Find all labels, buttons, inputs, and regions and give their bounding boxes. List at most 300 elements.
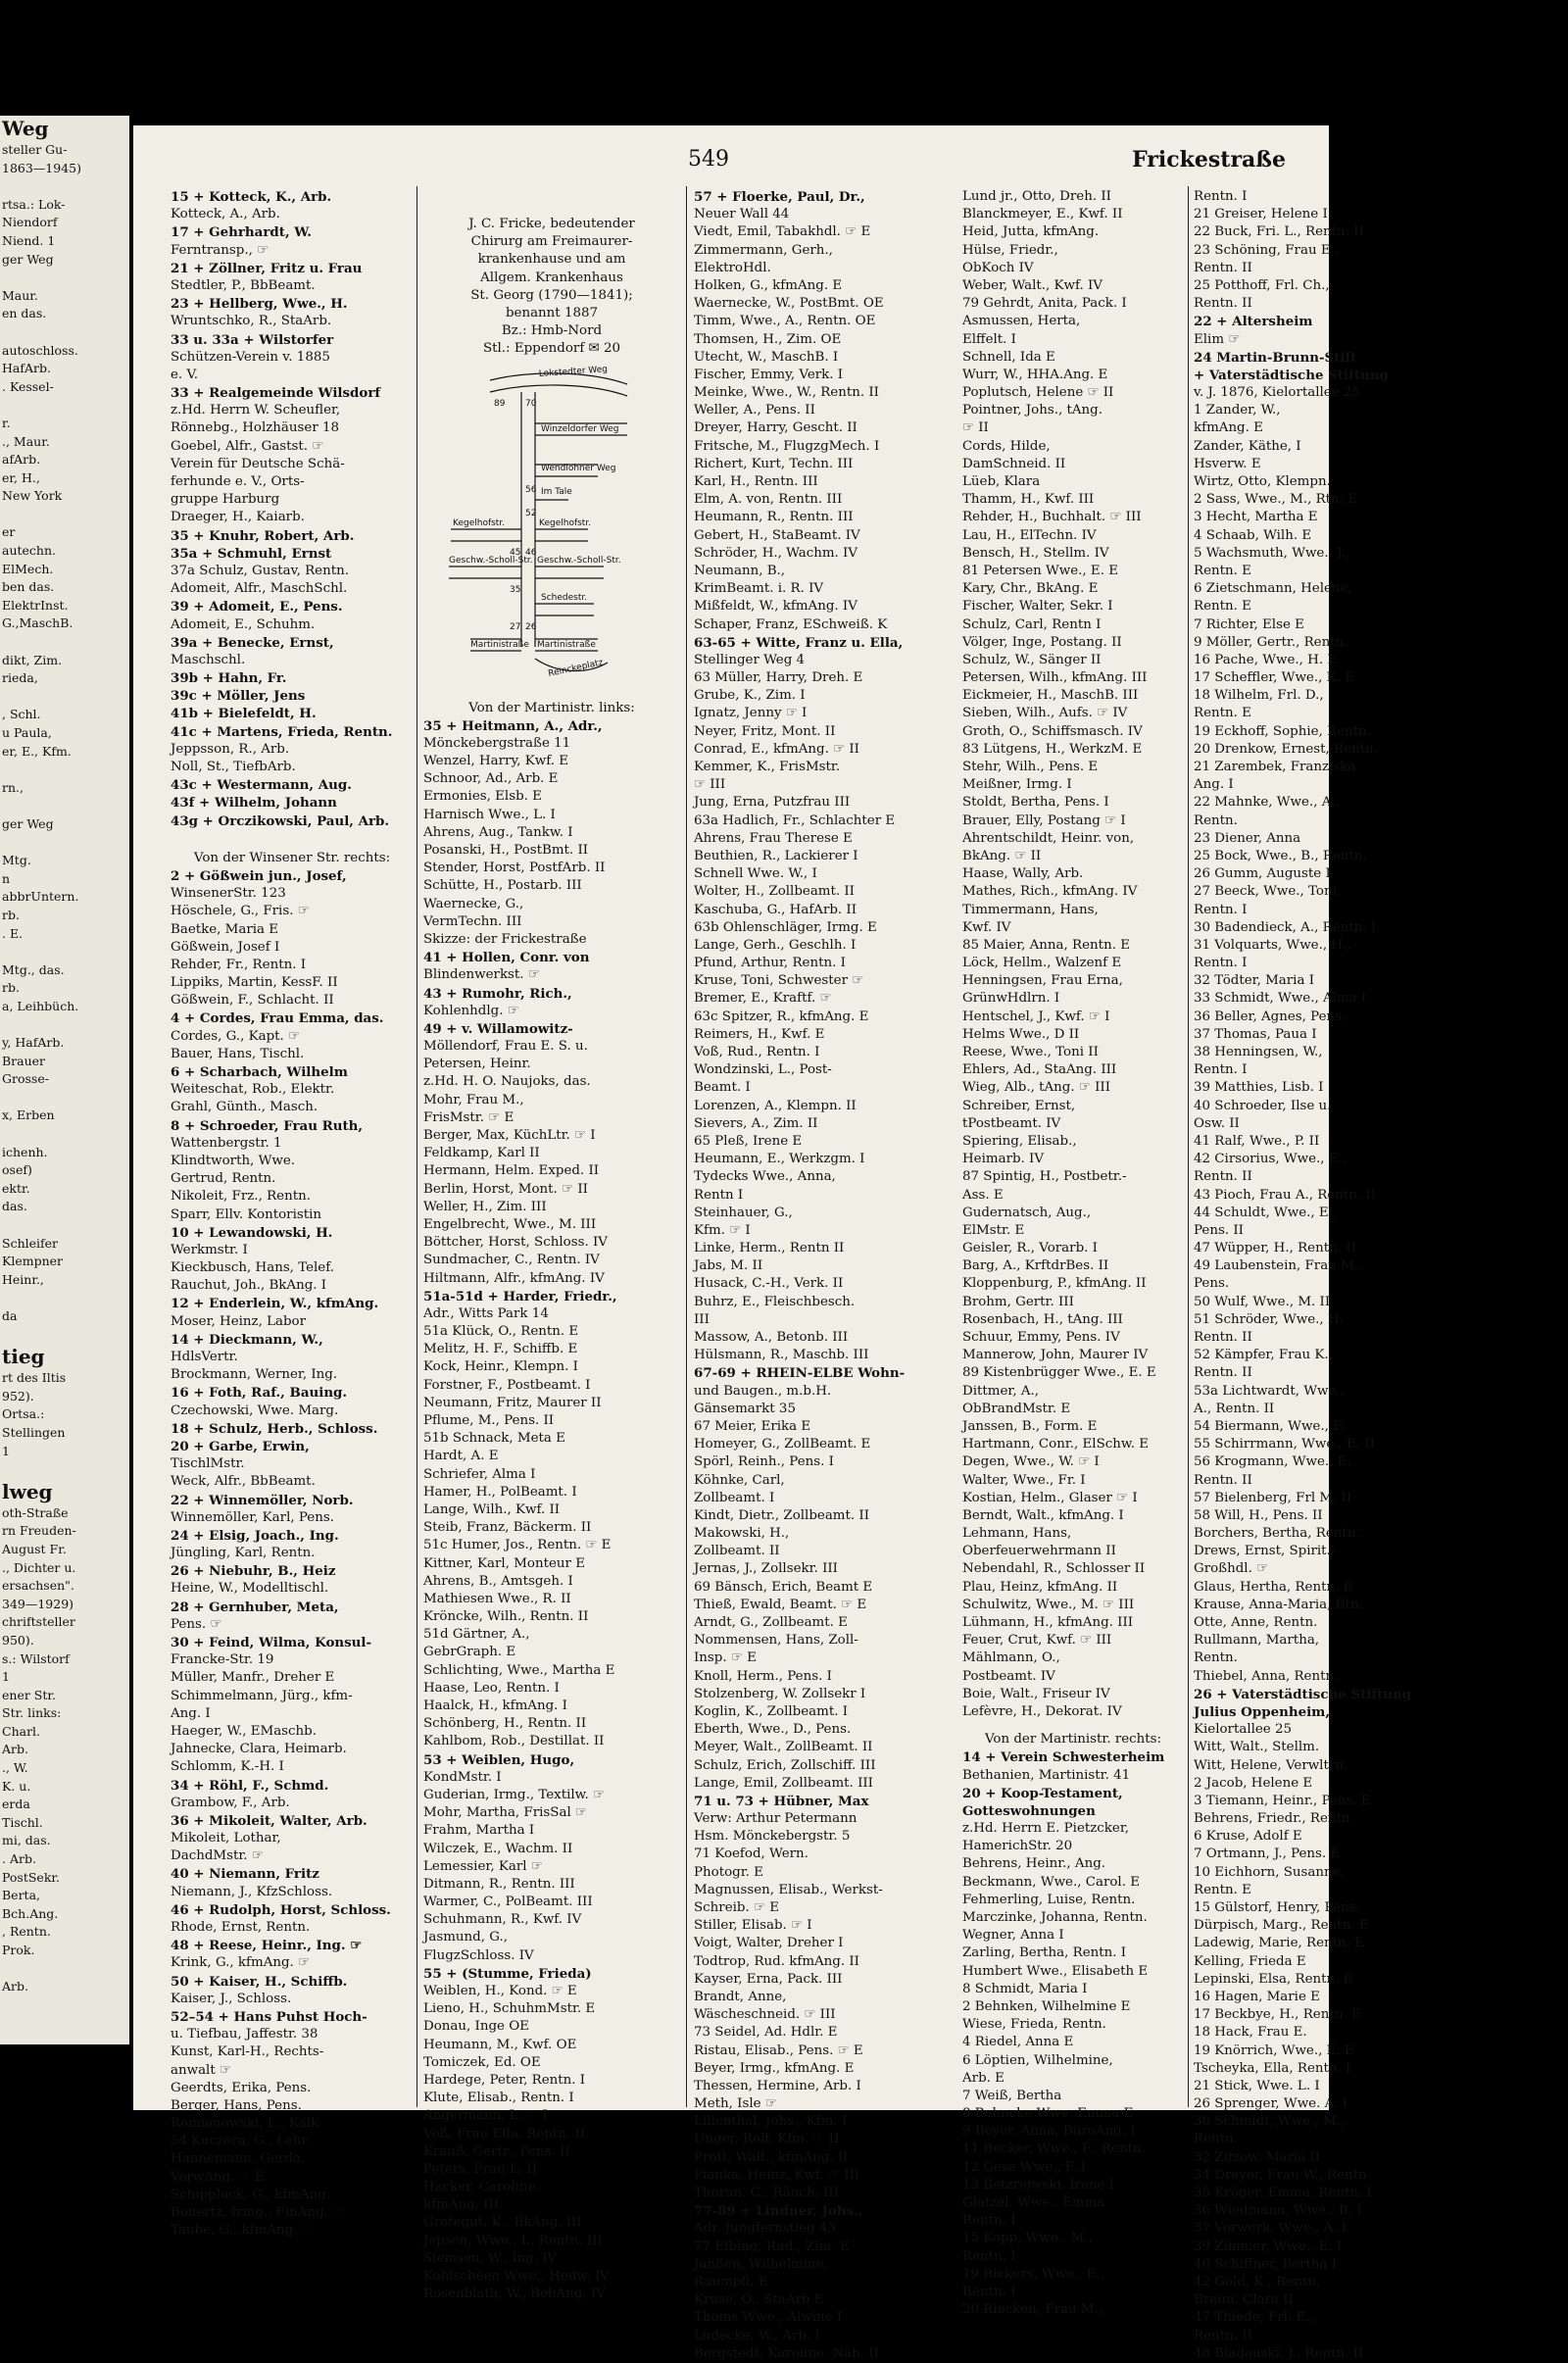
directory-entry: Massow, A., Betonb. III [694, 1330, 849, 1345]
directory-entry: 25 Potthoff, Frl. Ch., [1194, 277, 1330, 293]
directory-entry: Bonertz, Irmg., FinAng. ☞ [171, 2205, 345, 2220]
directory-entry: Jernas, J., Zollsekr. III [694, 1561, 838, 1577]
directory-entry: Zimmermann, Gerh., [694, 242, 833, 258]
left-page-line [0, 1125, 129, 1144]
directory-entry: Verw: Arthur Petermann [694, 1811, 858, 1827]
page-header [133, 147, 1329, 176]
left-page-line: Grosse- [2, 1071, 49, 1087]
directory-entry: Reimers, H., Kwf. E [694, 1026, 825, 1042]
directory-entry: Janßen, Wilhelmine, [694, 2256, 828, 2272]
directory-entry: Brockmann, Werner, Ing. [171, 1367, 338, 1383]
directory-entry: Wäscheschneid. ☞ III [694, 2007, 836, 2023]
directory-entry: 51b Schnack, Meta E [423, 1431, 565, 1447]
directory-entry: 38 Henningsen, W., [1194, 1045, 1323, 1059]
left-page-line: s.: Wilstorf [2, 1650, 70, 1666]
directory-entry: Rentn. I [1194, 189, 1248, 204]
directory-entry: Steib, Franz, Bäckerm. II [423, 1520, 592, 1536]
directory-entry: Rönnebg., Holzhäuser 18 [171, 420, 340, 436]
left-page-line: Mtg. [2, 853, 31, 868]
directory-entry: 67 Meier, Erika E [694, 1418, 811, 1434]
left-page-line: 1 [2, 1443, 10, 1458]
directory-entry: 47 Wüpper, H., Rentn. II [1194, 1241, 1356, 1256]
directory-entry: 50 Wulf, Wwe., M. II [1194, 1294, 1331, 1309]
directory-entry: Voigt, Walter, Dreher I [694, 1936, 844, 1951]
directory-entry: Francke-Str. 19 [171, 1652, 274, 1668]
directory-entry: Postbeamt. IV [962, 1668, 1055, 1684]
left-page-line: G.,MaschB. [2, 615, 74, 631]
directory-entry: Gößwein, Josef I [171, 939, 280, 955]
directory-entry: 26 Gumm, Auguste I [1194, 866, 1331, 882]
directory-entry: 9 Beyer, Anna, BüroAng. I [962, 2124, 1136, 2140]
directory-entry: Blanckmeyer, E., Kwf. II [962, 207, 1123, 222]
directory-entry: Heumann, R., Rentn. III [694, 510, 854, 525]
directory-entry: Pfund, Arthur, Rentn. I [694, 956, 846, 971]
directory-entry: HdlsVertr. [171, 1350, 238, 1364]
left-page-line: . Kessel- [2, 378, 54, 394]
directory-entry: Meinke, Wwe., W., Rentn. II [694, 385, 879, 401]
directory-entry: Berndt, Walt., kfmAng. I [962, 1507, 1124, 1523]
directory-entry: Rentn. I [962, 2284, 1016, 2299]
directory-entry: Boie, Walt., Friseur IV [962, 1686, 1110, 1701]
directory-entry: Zollbeamt. I [694, 1490, 775, 1505]
directory-entry: Asmussen, Herta, [962, 314, 1081, 329]
directory-entry: Henningsen, Frau Erna, [962, 973, 1123, 989]
directory-entry: Todtrop, Rud. kfmAng. II [694, 1953, 859, 1969]
directory-entry: 41 Ralf, Wwe., P. II [1194, 1133, 1320, 1149]
directory-entry: 49 + v. Willamowitz- [423, 1020, 573, 1037]
directory-entry: Weber, Walt., Kwf. IV [962, 277, 1102, 293]
directory-entry: Gotteswohnungen [962, 1802, 1096, 1819]
directory-entry: Schulwitz, Wwe., M. ☞ III [962, 1597, 1135, 1612]
directory-entry: 19 Rickers, Wwe., E., [962, 2266, 1105, 2282]
directory-entry: e. V. [171, 367, 199, 382]
directory-entry: Klindtworth, Wwe. [171, 1153, 295, 1168]
directory-entry: Feldkamp, Karl II [423, 1146, 540, 1161]
left-page-line: . E. [2, 925, 24, 941]
left-page-line: PostSekr. [2, 1869, 60, 1885]
left-page-line: New York [2, 488, 63, 504]
directory-entry: Steinhauer, G., [694, 1205, 793, 1220]
directory-entry: 57 Bielenberg, Frl M. II [1194, 1490, 1352, 1505]
directory-entry: 48 Bladauski, J., Rentn. II [1194, 2345, 1364, 2361]
directory-entry: Rentn. II [1194, 296, 1252, 312]
directory-entry: Stoldt, Bertha, Pens. I [962, 795, 1109, 811]
directory-entry: Schnoor, Ad., Arb. E [423, 771, 559, 787]
directory-entry: Cordes, G., Kapt. ☞ [171, 1028, 301, 1044]
directory-entry: 55 + (Stumme, Frieda) [423, 1965, 592, 1982]
directory-entry: Melitz, H. F., Schiffb. E [423, 1342, 578, 1357]
left-page-line: er, H., [2, 469, 40, 485]
directory-entry: 24 + Elsig, Joach., Ing. [171, 1527, 339, 1544]
directory-entry: Lorenzen, A., Klempn. II [694, 1098, 857, 1113]
directory-entry: Zander, Käthe, I [1194, 438, 1301, 454]
directory-entry: 33 + Realgemeinde Wilsdorf [171, 385, 381, 402]
directory-entry: Ahrens, Frau Therese E [694, 830, 853, 846]
directory-entry: 9 Möller, Gertr., Rentn. [1194, 634, 1348, 650]
directory-entry: Lilienthal, Johs., Kfm. I [694, 2114, 848, 2130]
directory-entry: 39a + Benecke, Ernst, [171, 634, 334, 651]
directory-entry: Taube, G., kfmAng. ☞ [171, 2223, 314, 2239]
directory-entry: 47 Thiede, Frl. E., [1194, 2310, 1314, 2326]
directory-entry: Thamm, H., Kwf. III [962, 492, 1095, 508]
directory-entry: Arndt, G., Zollbeamt. E [694, 1615, 848, 1630]
directory-entry: Grube, K., Zim. I [694, 688, 806, 704]
directory-entry: Petersen, Heinr. [423, 1057, 531, 1072]
directory-entry: BkAng. ☞ II [962, 848, 1042, 863]
directory-entry: Rosenbach, H., tAng. III [962, 1311, 1123, 1327]
directory-entry: Jüngling, Karl, Rentn. [171, 1546, 316, 1561]
directory-entry: 51 Schröder, Wwe., H. [1194, 1311, 1344, 1327]
left-page-line: Niend. 1 [2, 232, 56, 248]
directory-entry: v. J. 1876, Kielortallee 25 [1194, 385, 1360, 401]
directory-entry: 27 Beeck, Wwe., Toni, [1194, 884, 1342, 900]
directory-entry: 21 Greiser, Helene I [1194, 207, 1328, 222]
directory-entry: Koglin, K., Zollbeamt. I [694, 1703, 849, 1719]
left-page-line: rb. [2, 980, 20, 996]
directory-entry: 26 + Niebuhr, B., Heiz [171, 1563, 336, 1580]
left-page-line: ben das. [2, 579, 55, 595]
directory-entry: Ladewig, Marie, Rentn. E [1194, 1936, 1364, 1951]
directory-entry: Poplutsch, Helene ☞ II [962, 385, 1114, 401]
directory-entry: Magnussen, Elisab., Werkst- [694, 1882, 883, 1897]
directory-entry: Böttcher, Horst, Schloss. IV [423, 1235, 608, 1251]
directory-entry: 19 Knörrich, Wwe., E. E [1194, 2043, 1354, 2058]
map-label: Geschw.-Scholl-Str. [449, 555, 533, 566]
left-page-line: Arb. [2, 1742, 28, 1757]
directory-entry: Walter, Wwe., Fr. I [962, 1472, 1086, 1488]
directory-entry: 18 Wilhelm, Frl. D., [1194, 688, 1324, 704]
directory-entry: Schulz, W., Sänger II [962, 652, 1102, 667]
left-page-line: 950). [2, 1632, 34, 1648]
directory-entry: Janssen, B., Form. E [962, 1418, 1098, 1434]
directory-entry: Neuer Wall 44 [694, 207, 790, 222]
directory-entry: 22 Buck, Fri. L., Rentn. II [1194, 224, 1364, 240]
directory-entry: Mannerow, John, Maurer IV [962, 1348, 1149, 1363]
map-label: 27 [510, 621, 521, 632]
directory-entry: Wiese, Frieda, Rentn. [962, 2017, 1106, 2033]
directory-entry: 42 Cirsorius, Wwe., E., [1194, 1152, 1348, 1167]
directory-entry: 26 Sprenger, Wwe. A. I [1194, 2096, 1348, 2112]
directory-entry: 14 + Verein Schwesterheim [962, 1749, 1165, 1766]
directory-entry: Adomeit, Alfr., MaschSchl. [171, 581, 348, 597]
map-label: Reinckeplatz [547, 657, 605, 679]
directory-entry: Schröder, H., Wachm. IV [694, 545, 858, 561]
left-page-line: Prok. [2, 1943, 35, 1957]
directory-entry: Kaiser, J., Schloss. [171, 1991, 292, 2006]
left-page-line: 952). [2, 1388, 34, 1403]
directory-entry: 24 Martin-Brunn-Stift [1194, 349, 1357, 366]
directory-entry: Gertrud, Rentn. [171, 1171, 276, 1187]
left-page-line [0, 797, 129, 815]
directory-entry: Wieg, Alb., tAng. ☞ III [962, 1080, 1111, 1096]
street-description-line: krankenhause und am [477, 252, 626, 268]
directory-entry: Fischer, Emmy, Verk. I [694, 367, 844, 382]
directory-entry: Ahrens, B., Amtsgeh. I [423, 1573, 573, 1589]
directory-entry: Voß, Rud., Rentn. I [694, 1045, 820, 1059]
left-page-line: ger Weg [2, 251, 54, 267]
directory-entry: Siemsen, W., Ing. IV [423, 2250, 558, 2266]
directory-entry: 48 + Reese, Heinr., Ing. ☞ [171, 1938, 363, 1954]
directory-entry: Rentn. II [1194, 1330, 1252, 1345]
street-description-line: St. Georg (1790—1841); [470, 287, 633, 303]
directory-entry: Lehmann, Hans, [962, 1526, 1072, 1542]
directory-entry: 50 + Kaiser, H., Schiffb. [171, 1973, 348, 1990]
directory-entry: Heimarb. IV [962, 1152, 1045, 1167]
directory-entry: Dreyer, Harry, Gescht. II [694, 420, 858, 436]
directory-entry: Gebert, H., StaBeamt. IV [694, 527, 860, 543]
left-page-line [0, 1289, 129, 1307]
directory-entry: Weck, Alfr., BbBeamt. [171, 1474, 316, 1490]
directory-entry: 12 Gese Wwe., F. I [962, 2159, 1086, 2175]
left-page-line [0, 1089, 129, 1108]
directory-entry: Schulz, Erich, Zollschiff. III [694, 1757, 876, 1773]
directory-entry: Köhnke, Carl, [694, 1472, 785, 1488]
directory-entry: Schaper, Franz, ESchweiß. K [694, 616, 888, 632]
directory-entry: Voß, Frau Ella, Rentn. II [423, 2126, 586, 2141]
directory-entry: Kittner, Karl, Monteur E [423, 1555, 585, 1571]
directory-entry: 41 + Hollen, Conr. von [423, 950, 590, 966]
directory-entry: 11 Becker, Wwe., F., Rentn. [962, 2141, 1146, 2157]
directory-entry: 57 + Floerke, Paul, Dr., [694, 189, 865, 205]
left-page-line [0, 1326, 129, 1345]
map-label: 56 [525, 484, 537, 495]
left-page-line: ElektrInst. [2, 597, 69, 613]
directory-entry: Tydecks Wwe., Anna, [694, 1169, 836, 1185]
directory-entry: 7 Weiß, Bertha [962, 2088, 1062, 2103]
directory-entry: Wegner, Anna I [962, 1928, 1064, 1944]
left-page-line: Mtg., das. [2, 961, 65, 977]
left-page-line: ektr. [2, 1180, 30, 1196]
directory-entry: Hsm. Mönckebergstr. 5 [694, 1829, 851, 1845]
directory-entry: Cords, Hilde, [962, 438, 1051, 454]
left-page-line [0, 506, 129, 524]
directory-entry: Nommensen, Hans, Zoll- [694, 1633, 858, 1649]
directory-entry: Rentn. E [1194, 1882, 1251, 1897]
left-page-line: ener Str. [2, 1687, 56, 1702]
directory-entry: 35 Kröger, Emma, Rentn. I [1194, 2186, 1372, 2200]
left-page-line [0, 1960, 129, 1979]
directory-entry: Engelbrecht, Wwe., M. III [423, 1216, 597, 1232]
directory-entry: VermTechn. III [423, 913, 522, 929]
directory-entry: Lange, Emil, Zollbeamt. III [694, 1775, 873, 1791]
left-page-line: afArb. [2, 452, 41, 468]
directory-entry: Forstner, F., Postbeamt. I [423, 1377, 591, 1393]
directory-entry: Rehder, Fr., Rentn. I [171, 957, 306, 972]
left-page-line: osef) [2, 1162, 32, 1178]
left-page-line [0, 688, 129, 707]
directory-entry: Frahm, Martha I [423, 1823, 535, 1839]
directory-entry: Rentn. [1194, 1650, 1238, 1666]
directory-entry: Heumann, E., Werkzgm. I [694, 1152, 865, 1167]
directory-entry: Sundmacher, C., Rentn. IV [423, 1253, 600, 1268]
directory-entry: Rentn. I [962, 2213, 1016, 2229]
directory-entry: ☞ II [962, 420, 989, 436]
directory-entry: Wattenbergstr. 1 [171, 1135, 282, 1151]
directory-entry: 2 Jacob, Helene E [1194, 1775, 1313, 1791]
directory-entry: Rentn. [1194, 812, 1238, 828]
directory-entry: Viedt, Emil, Tabakhdl. ☞ E [694, 224, 871, 240]
directory-entry: 2 + Gößwein jun., Josef, [171, 867, 347, 884]
directory-entry: Kfm. ☞ I [694, 1222, 751, 1238]
left-page-line: tieg [2, 1345, 45, 1369]
directory-entry: Rehder, H., Buchhalt. ☞ III [962, 510, 1142, 525]
directory-entry: Fritsche, M., FlugzgMech. I [694, 438, 880, 454]
directory-entry: Behrens, Heinr., Ang. [962, 1856, 1106, 1872]
directory-entry: 36 + Mikoleit, Walter, Arb. [171, 1812, 368, 1829]
directory-entry: Meth, Isle ☞ [694, 2096, 777, 2112]
left-page-line: Maur. [2, 287, 38, 303]
directory-entry: Höschele, G., Fris. ☞ [171, 904, 310, 919]
directory-entry: Lange, Wilh., Kwf. II [423, 1501, 561, 1517]
spacer [171, 840, 414, 850]
directory-entry: Homeyer, G., ZollBeamt. E [694, 1437, 871, 1452]
directory-entry: Lühmann, H., kfmAng. III [962, 1615, 1134, 1630]
directory-entry: Kohlscheen Wwe., Hedw. IV [423, 2269, 610, 2284]
directory-entry: Hermann, Helm. Exped. II [423, 1163, 600, 1179]
directory-entry: Bauer, Hans, Tischl. [171, 1046, 305, 1061]
directory-entry: 33 Schmidt, Wwe., Alma I [1194, 991, 1367, 1007]
directory-entry: Glaus, Hertha, Rentn. E [1194, 1579, 1353, 1595]
directory-entry: Ass. E [962, 1187, 1004, 1203]
directory-entry: Drews, Ernst, Spirit.- [1194, 1544, 1336, 1559]
directory-entry: Meißner, Irmg. I [962, 777, 1072, 793]
directory-entry: 55 Schirrmann, Wwe., E. II [1194, 1437, 1375, 1452]
directory-entry: 19 Eckhoff, Sophie, Rentn. [1194, 723, 1371, 739]
directory-entry: 4 Schaab, Wilh. E [1194, 527, 1312, 543]
directory-entry: 26 + Vaterstädtische Stiftung [1194, 1686, 1412, 1702]
directory-entry: Schipplock, G., kfmAng. [171, 2187, 331, 2202]
directory-entry: 89 Kistenbrügger Wwe., E. E [962, 1365, 1156, 1381]
directory-entry: Kwf. IV [962, 919, 1011, 935]
directory-entry: Kary, Chr., BkAng. E [962, 581, 1099, 597]
directory-entry: 43f + Wilhelm, Johann [171, 795, 337, 812]
directory-entry: Brohm, Gertr. III [962, 1294, 1074, 1309]
directory-entry: 21 Zarembek, Franziska [1194, 760, 1356, 774]
directory-entry: 22 + Altersheim [1194, 314, 1313, 330]
directory-entry: 6 + Scharbach, Wilhelm [171, 1064, 348, 1080]
column-2-entries [423, 690, 680, 2304]
directory-entry: Weller, H., Zim. III [423, 1199, 547, 1214]
directory-entry: Julius Oppenheim, [1194, 1703, 1330, 1720]
left-page-line: rn Freuden- [2, 1523, 76, 1539]
directory-entry: Guderian, Irmg., Textilw. ☞ [423, 1787, 606, 1802]
directory-entry: Kotteck, A., Arb. [171, 207, 280, 222]
directory-entry: Blindenwerkst. ☞ [423, 967, 540, 983]
directory-entry: Stellinger Weg 4 [694, 652, 806, 667]
directory-entry: Behrens, Friedr., Rentn. [1194, 1811, 1354, 1827]
directory-entry: Mohr, Frau M., [423, 1092, 524, 1108]
directory-entry: Thieß, Ewald, Beamt. ☞ E [694, 1597, 867, 1612]
directory-entry: Gößwein, F., Schlacht. II [171, 993, 334, 1009]
directory-entry: Pens. II [1194, 1222, 1244, 1238]
directory-entry: 43g + Orczikowski, Paul, Arb. [171, 812, 390, 829]
directory-entry: Niemann, J., KfzSchloss. [171, 1884, 333, 1899]
directory-entry: Schützen-Verein v. 1885 [171, 349, 330, 365]
directory-entry: Bergstedt, Karoline, Näh. II [694, 2345, 879, 2361]
directory-entry: Conrad, E., kfmAng. ☞ II [694, 741, 859, 757]
directory-entry: 15 Gülstorf, Henry, Pens. [1194, 1900, 1360, 1915]
directory-entry: 30 Schmidt, Wwe., M., [1194, 2114, 1346, 2130]
left-page-line: n [2, 870, 11, 886]
directory-entry: Ristau, Elisab., Pens. ☞ E [694, 2043, 863, 2058]
left-page-line: ., Dichter u. [2, 1559, 76, 1575]
directory-entry: Kelling, Frieda E [1194, 1953, 1306, 1969]
map-label: Kegelhofstr. [539, 517, 592, 528]
column-4 [962, 188, 1184, 2318]
directory-entry: Kröncke, Wilh., Rentn. II [423, 1609, 589, 1625]
directory-entry: Pens. [1194, 1276, 1230, 1292]
directory-entry: 13 Betzrejwski, Irene I [962, 2177, 1114, 2192]
directory-entry: 20 Drenkow, Ernest, Rentn. [1194, 741, 1378, 757]
directory-entry: Skizze: der Frickestraße [423, 931, 587, 947]
directory-entry: Werkmstr. I [171, 1242, 248, 1257]
directory-entry: Eberth, Wwe., D., Pens. [694, 1722, 852, 1738]
directory-entry: 63b Ohlenschläger, Irmg. E [694, 919, 877, 935]
directory-entry: KondMstr. I [423, 1769, 502, 1785]
directory-entry: Heid, Jutta, kfmAng. [962, 224, 1100, 240]
left-page-line: Charl. [2, 1723, 41, 1739]
directory-entry: Insp. ☞ E [694, 1650, 757, 1666]
left-page-line: er [2, 524, 16, 540]
left-page-line [0, 1460, 129, 1479]
directory-entry: Schönberg, H., Rentn. II [423, 1716, 587, 1732]
left-page-line: ., Maur. [2, 433, 50, 449]
directory-entry: Tscheyka, Ella, Rentn. I [1194, 2060, 1351, 2076]
left-page-line: Bch.Ang. [2, 1905, 59, 1921]
directory-entry: Sieben, Wilh., Aufs. ☞ IV [962, 706, 1128, 721]
left-page-line: Stellingen [2, 1424, 66, 1440]
directory-entry: Schlichting, Wwe., Martha E [423, 1662, 615, 1678]
directory-entry: Geisler, R., Vorarb. I [962, 1241, 1098, 1256]
directory-entry: Nikoleit, Frz., Rentn. [171, 1189, 311, 1205]
directory-entry: HamerichStr. 20 [962, 1839, 1073, 1854]
directory-entry: Waernecke, W., PostBmt. OE [694, 296, 884, 312]
directory-entry: Möllendorf, Frau E. S. u. [423, 1039, 588, 1055]
directory-entry: 39 Matthies, Lisb. I [1194, 1080, 1324, 1096]
directory-entry: Beuthien, R., Lackierer I [694, 848, 858, 863]
left-page-line: 1 [2, 1669, 10, 1685]
directory-entry: Bethanien, Martinistr. 41 [962, 1767, 1131, 1783]
directory-entry: 31 Volquarts, Wwe., H., [1194, 937, 1351, 953]
directory-entry: Brauer, Elly, Postang ☞ I [962, 812, 1126, 828]
directory-entry: 67-69 + RHEIN-ELBE Wohn- [694, 1365, 906, 1382]
left-page-line: autechn. [2, 543, 56, 559]
directory-entry: Jahnecke, Clara, Heimarb. [171, 1742, 347, 1757]
directory-entry: und Baugen., m.b.H. [694, 1383, 832, 1399]
directory-entry: Lefèvre, H., Dekorat. IV [962, 1703, 1122, 1719]
directory-entry: Elm, A. von, Rentn. III [694, 492, 843, 508]
directory-entry: 77-89 + Lindner, Johs., [694, 2203, 863, 2220]
directory-entry: Kindt, Dietr., Zollbeamt. II [694, 1507, 869, 1523]
directory-entry: 41b + Bielefeldt, H. [171, 706, 317, 722]
directory-entry: Schriefer, Alma I [423, 1466, 536, 1482]
left-page-line: x, Erben [2, 1108, 55, 1123]
column-rule [416, 186, 417, 2107]
directory-entry: GrünwHdlrn. I [962, 991, 1060, 1007]
directory-entry: Weller, A., Pens. II [694, 403, 815, 418]
directory-entry: Ang. I [1194, 777, 1234, 793]
directory-entry: 35 + Knuhr, Robert, Arb. [171, 527, 355, 544]
directory-entry: Lau, H., ElTechn. IV [962, 527, 1097, 543]
directory-entry: 23 Schöning, Frau E., [1194, 242, 1340, 258]
directory-entry: 35a + Schmuhl, Ernst [171, 545, 332, 562]
left-page-line: y, HafArb. [2, 1035, 65, 1051]
directory-entry: z.Hd. Herrn E. Pietzcker, [962, 1821, 1130, 1837]
directory-entry: Thessen, Hermine, Arb. I [694, 2078, 861, 2093]
map-label: Martinistraße [537, 639, 596, 650]
left-page-line: rb. [2, 907, 20, 922]
directory-entry: Thorun, C., Räuch. III [694, 2186, 839, 2200]
